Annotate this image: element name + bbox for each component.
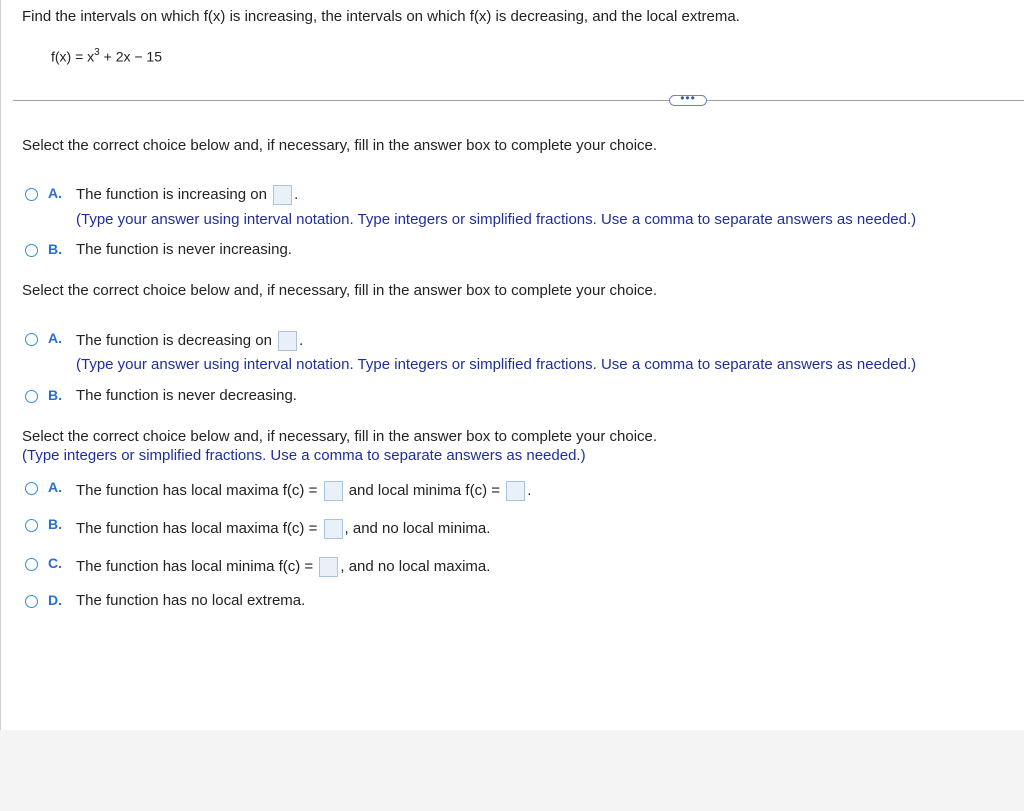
part1-prompt: Select the correct choice below and, if necessary, fill in the answer box to complete your choice. (22, 137, 658, 154)
part2-letter-a: A. (48, 330, 62, 346)
part3-letter-d: D. (48, 592, 62, 608)
part3-radio-a[interactable] (25, 482, 38, 495)
part3-choice-c-text2: , and no local maxima. (340, 557, 491, 575)
part3-prompt: Select the correct choice below and, if necessary, fill in the answer box to complete your choice. (22, 428, 658, 445)
only-maxima-answer-box[interactable] (324, 519, 343, 539)
part1-choice-a-suffix: . (294, 185, 299, 203)
function-lhs: f(x) = x (51, 48, 95, 65)
more-options-button[interactable] (669, 91, 707, 106)
part3-radio-c[interactable] (25, 558, 38, 571)
part3-letter-a: A. (48, 479, 62, 495)
part2-choice-a-text: The function is decreasing on (76, 331, 272, 349)
function-rest: + 2x − 15 (99, 48, 163, 65)
part1-choice-a-hint: (Type your answer using interval notation. Type integers or simplified fractions. Use a comma to separate answers as needed.) (76, 211, 917, 228)
part3-choice-b-text2: , and no local minima. (344, 519, 491, 537)
only-minima-answer-box[interactable] (319, 557, 338, 577)
part3-letter-b: B. (48, 516, 62, 532)
part3-letter-c: C. (48, 555, 62, 571)
divider (13, 100, 1024, 101)
part3-radio-b[interactable] (25, 519, 38, 532)
part3-choice-a-text2: and local minima f(c) = (348, 481, 501, 499)
function-exponent: 3 (94, 47, 100, 58)
part3-choice-b (76, 519, 490, 539)
increasing-answer-box[interactable] (273, 185, 292, 205)
local-maxima-answer-box[interactable] (324, 481, 343, 501)
part2-radio-a[interactable] (25, 333, 38, 346)
part1-choice-a-text: The function is increasing on (76, 185, 267, 203)
part1-letter-a: A. (48, 185, 62, 201)
part2-choice-a (76, 331, 303, 351)
part3-choice-c-text1: The function has local minima f(c) = (76, 557, 314, 575)
part3-choice-b-text1: The function has local maxima f(c) = (76, 519, 318, 537)
part1-radio-a[interactable] (25, 188, 38, 201)
part2-choice-a-hint: (Type your answer using interval notation. Type integers or simplified fractions. Use a comma to separate answers as needed.) (76, 356, 917, 373)
part2-choice-b-text: The function is never decreasing. (76, 387, 297, 404)
question-text: Find the intervals on which f(x) is increasing, the intervals on which f(x) is decreasing, and the local extrema. (22, 8, 740, 25)
footer-area (0, 730, 1024, 811)
part2-prompt: Select the correct choice below and, if necessary, fill in the answer box to complete your choice. (22, 282, 658, 299)
part1-choice-b-text: The function is never increasing. (76, 241, 292, 258)
local-minima-answer-box[interactable] (506, 481, 525, 501)
part2-letter-b: B. (48, 387, 62, 403)
part3-choice-a (76, 481, 531, 501)
part2-radio-b[interactable] (25, 390, 38, 403)
part3-radio-d[interactable] (25, 595, 38, 608)
part3-choice-a-suffix: . (527, 481, 532, 499)
part3-choice-a-text1: The function has local maxima f(c) = (76, 481, 318, 499)
function-equation (51, 48, 162, 65)
part3-hint: (Type integers or simplified fractions. Use a comma to separate answers as needed.) (22, 447, 586, 464)
part1-letter-b: B. (48, 241, 62, 257)
decreasing-answer-box[interactable] (278, 331, 297, 351)
part1-radio-b[interactable] (25, 244, 38, 257)
part3-choice-c (76, 557, 490, 577)
part2-choice-a-suffix: . (299, 331, 304, 349)
more-dots-icon: ••• (680, 91, 696, 105)
part1-choice-a (76, 185, 298, 205)
part3-choice-d-text: The function has no local extrema. (76, 592, 306, 609)
